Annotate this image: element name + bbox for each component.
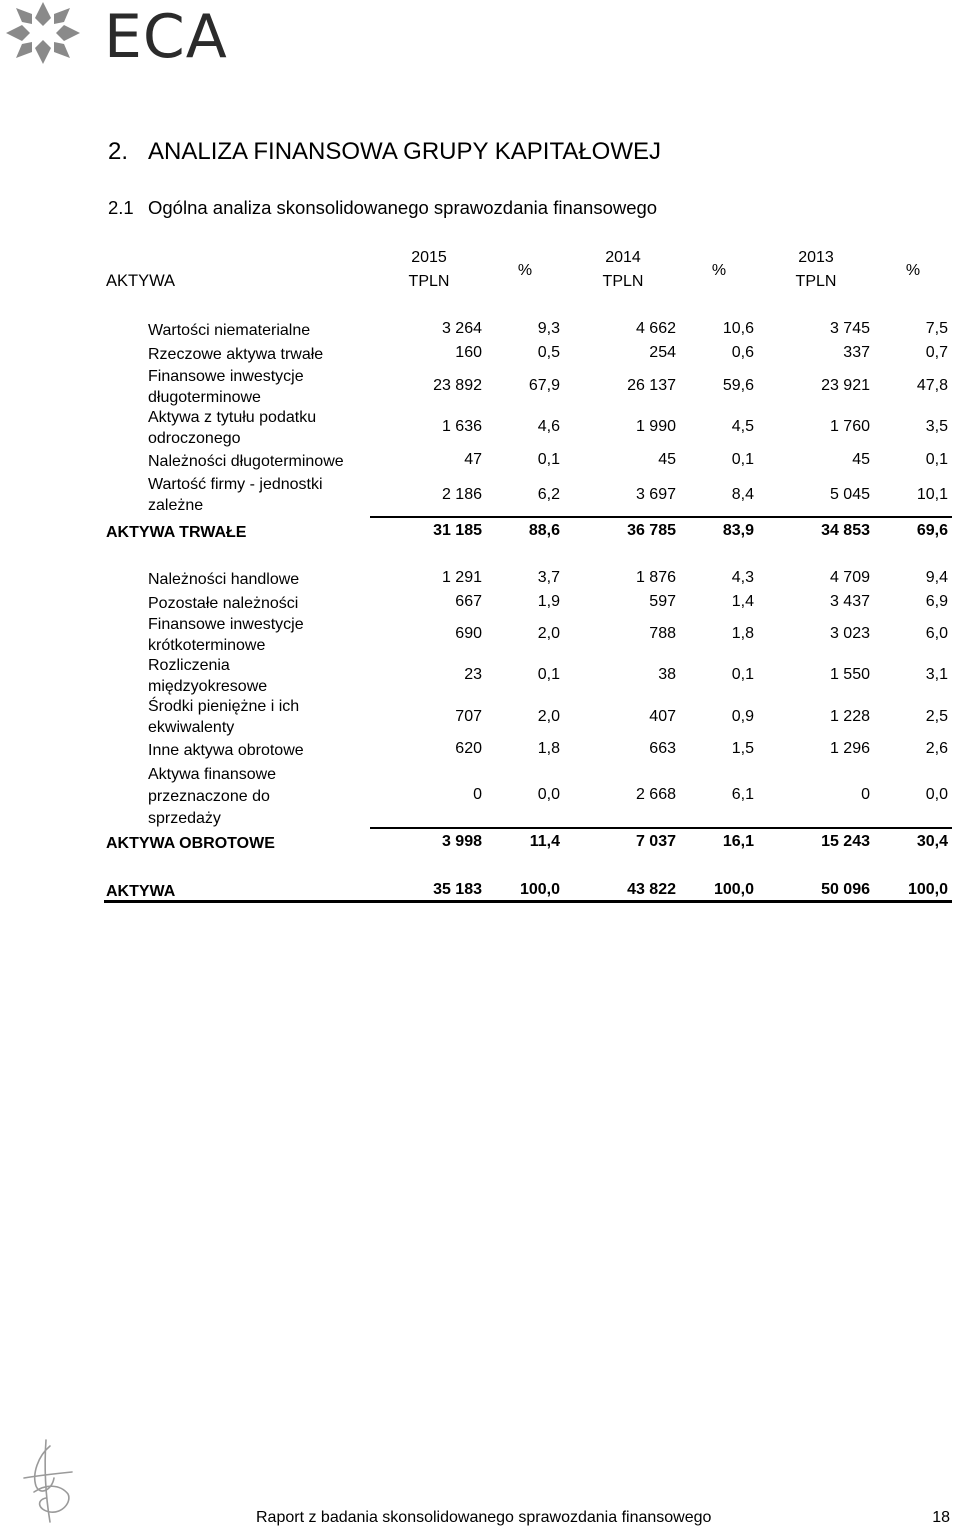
signature-icon	[16, 1438, 80, 1524]
cell-2015-pct: 4,6	[537, 418, 560, 435]
cell-2014-tpln: 43 822	[627, 881, 676, 898]
cell-2015-tpln: 1 636	[441, 418, 482, 435]
cell-2013-pct: 69,6	[916, 522, 948, 539]
cell-2015-tpln: 23	[464, 666, 482, 683]
cell-2013-tpln: 23 921	[821, 377, 870, 394]
subsection-number: 2.1	[108, 197, 134, 218]
cell-2014-pct: 0,1	[731, 666, 754, 683]
cell-2015-tpln: 3 264	[441, 320, 482, 337]
cell-2015-pct: 6,2	[537, 486, 560, 503]
header-year-2015: 2015	[411, 249, 447, 266]
cell-2015-tpln: 690	[455, 625, 482, 642]
logo-text: ECA	[104, 2, 228, 72]
cell-2014-pct: 100,0	[713, 881, 754, 898]
cell-2014-tpln: 7 037	[635, 833, 676, 850]
cell-2014-pct: 0,9	[731, 708, 754, 725]
cell-2014-pct: 4,3	[731, 569, 754, 586]
cell-2015-pct: 0,1	[537, 666, 560, 683]
row-label: AKTYWA	[106, 883, 176, 900]
cell-2015-pct: 0,5	[537, 344, 560, 361]
row-label: Aktywa z tytułu podatku odroczonego	[148, 409, 317, 447]
cell-2015-pct: 2,0	[537, 708, 560, 725]
cell-2014-pct: 6,1	[731, 786, 754, 803]
cell-2013-pct: 30,4	[916, 833, 948, 850]
section-title: ANALIZA FINANSOWA GRUPY KAPITAŁOWEJ	[148, 138, 661, 165]
cell-2014-tpln: 38	[658, 666, 676, 683]
cell-2015-tpln: 3 998	[441, 833, 482, 850]
header-year-2013: 2013	[798, 249, 834, 266]
cell-2015-pct: 3,7	[537, 569, 560, 586]
header-pct-2015: %	[517, 262, 533, 279]
logo-mark-icon	[2, 0, 84, 66]
cell-2013-tpln: 45	[852, 451, 870, 468]
header-year-2014: 2014	[605, 249, 641, 266]
header-unit-2014: TPLN	[602, 273, 644, 290]
cell-2015-tpln: 35 183	[433, 881, 482, 898]
cell-2014-tpln: 597	[649, 593, 676, 610]
cell-2014-pct: 83,9	[722, 522, 754, 539]
cell-2014-pct: 4,5	[731, 418, 754, 435]
header-pct-2014: %	[711, 262, 727, 279]
row-label: AKTYWA TRWAŁE	[106, 524, 247, 541]
cell-2014-tpln: 3 697	[635, 486, 676, 503]
cell-2013-pct: 2,6	[925, 740, 948, 757]
cell-2015-tpln: 620	[455, 740, 482, 757]
footer-report-title: Raport z badania skonsolidowanego sprawozdania finansowego	[256, 1509, 712, 1526]
cell-2013-pct: 47,8	[916, 377, 948, 394]
cell-2014-tpln: 788	[649, 625, 676, 642]
section-heading	[108, 138, 661, 166]
cell-2014-tpln: 2 668	[635, 786, 676, 803]
cell-2015-tpln: 667	[455, 593, 482, 610]
row-label: Rozliczenia międzyokresowe	[148, 657, 268, 695]
cell-2015-pct: 0,0	[537, 786, 560, 803]
cell-2013-pct: 0,7	[925, 344, 948, 361]
cell-2014-tpln: 4 662	[635, 320, 676, 337]
cell-2013-tpln: 3 023	[829, 625, 870, 642]
cell-2014-tpln: 1 876	[635, 569, 676, 586]
page-number: 18	[932, 1509, 950, 1526]
section-number: 2.	[108, 138, 129, 165]
cell-2013-tpln: 3 437	[829, 593, 870, 610]
cell-2014-pct: 8,4	[731, 486, 754, 503]
cell-2014-pct: 16,1	[722, 833, 754, 850]
cell-2013-pct: 2,5	[925, 708, 948, 725]
cell-2013-tpln: 15 243	[821, 833, 870, 850]
cell-2013-pct: 3,5	[925, 418, 948, 435]
row-label: Rzeczowe aktywa trwałe	[148, 346, 324, 363]
row-label: Aktywa finansowe przeznaczone do sprzedaży	[148, 766, 277, 827]
cell-2015-tpln: 1 291	[441, 569, 482, 586]
cell-2013-pct: 7,5	[925, 320, 948, 337]
cell-2014-pct: 59,6	[722, 377, 754, 394]
header-unit-2015: TPLN	[408, 273, 450, 290]
row-label: Wartość firmy - jednostki zależne	[148, 476, 323, 514]
row-label: Pozostałe należności	[148, 595, 299, 612]
cell-2013-pct: 100,0	[907, 881, 948, 898]
cell-2013-pct: 6,0	[925, 625, 948, 642]
subsection-title: Ogólna analiza skonsolidowanego sprawozdania finansowego	[148, 197, 658, 218]
cell-2015-tpln: 160	[455, 344, 482, 361]
cell-2013-tpln: 337	[843, 344, 870, 361]
cell-2014-pct: 0,1	[731, 451, 754, 468]
cell-2014-pct: 0,6	[731, 344, 754, 361]
cell-2014-tpln: 45	[658, 451, 676, 468]
subtotal-rule	[370, 516, 952, 518]
header-unit-2013: TPLN	[795, 273, 837, 290]
cell-2013-tpln: 34 853	[821, 522, 870, 539]
cell-2014-tpln: 26 137	[627, 377, 676, 394]
cell-2013-tpln: 3 745	[829, 320, 870, 337]
cell-2013-tpln: 1 550	[829, 666, 870, 683]
cell-2014-tpln: 1 990	[635, 418, 676, 435]
row-label: Środki pieniężne i ich ekwiwalenty	[148, 698, 300, 736]
cell-2015-pct: 67,9	[528, 377, 560, 394]
row-label: AKTYWA OBROTOWE	[106, 835, 275, 852]
cell-2015-pct: 9,3	[537, 320, 560, 337]
cell-2014-pct: 1,4	[731, 593, 754, 610]
header-aktywa: AKTYWA	[106, 272, 176, 290]
cell-2015-tpln: 2 186	[441, 486, 482, 503]
cell-2014-tpln: 407	[649, 708, 676, 725]
cell-2014-pct: 1,5	[731, 740, 754, 757]
cell-2014-tpln: 663	[649, 740, 676, 757]
cell-2013-tpln: 1 228	[829, 708, 870, 725]
cell-2015-tpln: 707	[455, 708, 482, 725]
cell-2013-tpln: 5 045	[829, 486, 870, 503]
cell-2015-pct: 11,4	[529, 833, 560, 850]
cell-2014-tpln: 36 785	[627, 522, 676, 539]
cell-2015-pct: 2,0	[537, 625, 560, 642]
cell-2013-pct: 9,4	[925, 569, 948, 586]
grand-total-rule	[104, 900, 952, 903]
cell-2013-pct: 6,9	[925, 593, 948, 610]
cell-2015-pct: 100,0	[519, 881, 560, 898]
header-pct-2013: %	[905, 262, 921, 279]
cell-2015-tpln: 23 892	[433, 377, 482, 394]
subtotal-rule	[370, 827, 952, 829]
cell-2014-pct: 1,8	[731, 625, 754, 642]
row-label: Wartości niematerialne	[148, 322, 311, 339]
cell-2013-tpln: 4 709	[829, 569, 870, 586]
row-label: Finansowe inwestycje krótkoterminowe	[148, 616, 304, 654]
cell-2013-tpln: 1 296	[829, 740, 870, 757]
cell-2015-tpln: 0	[473, 786, 482, 803]
row-label: Należności długoterminowe	[148, 453, 344, 470]
cell-2013-pct: 10,1	[916, 486, 948, 503]
cell-2013-tpln: 1 760	[829, 418, 870, 435]
cell-2014-tpln: 254	[649, 344, 676, 361]
cell-2015-tpln: 31 185	[433, 522, 482, 539]
cell-2015-pct: 88,6	[528, 522, 560, 539]
cell-2014-pct: 10,6	[722, 320, 754, 337]
cell-2013-pct: 0,1	[925, 451, 948, 468]
cell-2013-pct: 0,0	[925, 786, 948, 803]
company-logo	[0, 0, 240, 72]
row-label: Finansowe inwestycje długoterminowe	[148, 368, 304, 406]
cell-2013-tpln: 50 096	[821, 881, 870, 898]
subsection-heading	[108, 197, 657, 219]
cell-2015-pct: 0,1	[537, 451, 560, 468]
cell-2015-pct: 1,8	[537, 740, 560, 757]
cell-2015-pct: 1,9	[537, 593, 560, 610]
cell-2015-tpln: 47	[464, 451, 482, 468]
row-label: Inne aktywa obrotowe	[148, 742, 304, 759]
cell-2013-tpln: 0	[861, 786, 870, 803]
cell-2013-pct: 3,1	[925, 666, 948, 683]
row-label: Należności handlowe	[148, 571, 300, 588]
